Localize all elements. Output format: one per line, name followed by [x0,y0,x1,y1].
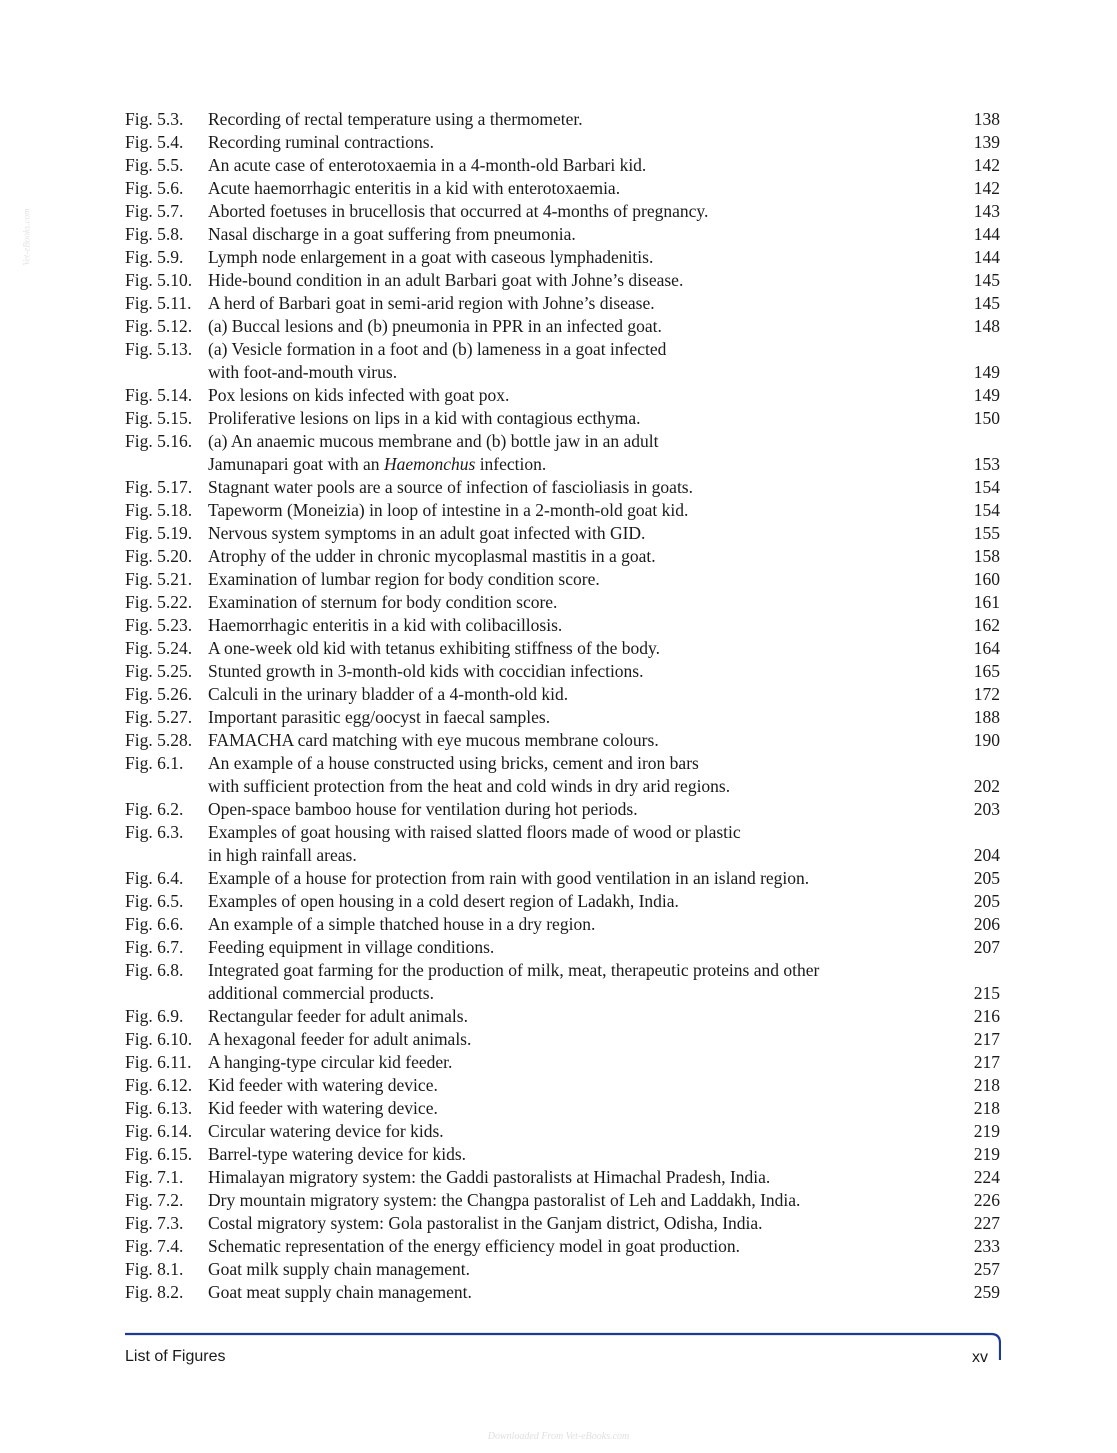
caption-line: (a) Vesicle formation in a foot and (b) lameness in a goat infected [208,339,667,359]
figure-number: Fig. 5.15. [125,408,193,428]
list-item [125,1051,1000,1074]
figure-number: Fig. 5.20. [125,546,193,566]
figure-caption [208,913,1000,936]
page-number: 217 [973,1052,1000,1072]
list-item [125,591,1000,614]
page-number: 219 [973,1121,1000,1141]
figure-number: Fig. 5.17. [125,477,193,497]
figure-caption [208,1051,1000,1074]
page-number: 257 [973,1259,1000,1279]
figure-number: Fig. 7.2. [125,1190,184,1210]
caption-line: Hide-bound condition in an adult Barbari goat with Johne’s disease. [208,270,684,290]
caption-line: Nasal discharge in a goat suffering from pneumonia. [208,224,576,244]
figure-caption [208,315,1000,338]
figure-number: Fig. 6.14. [125,1121,193,1141]
figure-caption [208,936,1000,959]
figure-number: Fig. 5.26. [125,684,193,704]
page-number: 142 [973,155,1000,175]
page-number: 139 [973,132,1000,152]
page-number: 164 [973,638,1000,658]
figure-caption [208,384,1000,407]
figure-number: Fig. 6.2. [125,799,184,819]
page-number: 172 [973,684,1000,704]
figure-caption [208,154,1000,177]
page-number: 155 [973,523,1000,543]
caption-line: Tapeworm (Moneizia) in loop of intestine in a 2-month-old goat kid. [208,500,689,520]
figure-caption [208,499,1000,522]
bottom-watermark: Downloaded From Vet-eBooks.com [487,1431,630,1442]
figure-caption [208,177,1000,200]
figure-caption [208,959,1000,1005]
page-number: 233 [973,1236,1000,1256]
figure-number: Fig. 5.21. [125,569,193,589]
caption-line: Costal migratory system: Gola pastoralist in the Ganjam district, Odisha, India. [208,1213,763,1233]
page-number: 206 [973,914,1000,934]
footer-rule [125,1332,1001,1362]
figure-caption [208,1097,1000,1120]
caption-line: FAMACHA card matching with eye mucous membrane colours. [208,730,659,750]
list-item [125,568,1000,591]
figure-caption [208,752,1000,798]
figure-number: Fig. 8.1. [125,1259,184,1279]
list-item [125,614,1000,637]
figure-caption [208,614,1000,637]
figure-caption [208,591,1000,614]
list-item [125,1281,1000,1304]
page-number: 205 [973,891,1000,911]
figure-number: Fig. 6.10. [125,1029,193,1049]
figure-number: Fig. 6.3. [125,822,184,842]
list-item [125,706,1000,729]
figure-caption [208,568,1000,591]
page-number: 188 [973,707,1000,727]
caption-line: A hanging-type circular kid feeder. [208,1052,453,1072]
page-number: 218 [973,1098,1000,1118]
caption-line: An acute case of enterotoxaemia in a 4-month-old Barbari kid. [208,155,647,175]
page-number: 145 [973,270,1000,290]
page-number: 216 [973,1006,1000,1026]
caption-line: Rectangular feeder for adult animals. [208,1006,468,1026]
list-item [125,821,1000,867]
caption-line: (a) Buccal lesions and (b) pneumonia in PPR in an infected goat. [208,316,662,336]
figure-number: Fig. 7.1. [125,1167,184,1187]
figure-caption [208,338,1000,384]
page-number: 153 [973,454,1000,474]
list-item [125,1097,1000,1120]
page-number: 149 [973,385,1000,405]
figure-number: Fig. 7.3. [125,1213,184,1233]
figure-caption [208,660,1000,683]
caption-line: Open-space bamboo house for ventilation during hot periods. [208,799,638,819]
list-item [125,660,1000,683]
page-number: 162 [973,615,1000,635]
list-item [125,1166,1000,1189]
figure-caption [208,637,1000,660]
caption-line: Calculi in the urinary bladder of a 4-month-old kid. [208,684,569,704]
figure-number: Fig. 5.8. [125,224,184,244]
list-item [125,1074,1000,1097]
page-number: 218 [973,1075,1000,1095]
page-number: 138 [973,109,1000,129]
page-number: 259 [973,1282,1000,1302]
page-number: 227 [973,1213,1000,1233]
caption-line: An example of a house constructed using bricks, cement and iron bars [208,753,699,773]
page-number: 226 [973,1190,1000,1210]
caption-line: Aborted foetuses in brucellosis that occurred at 4-months of pregnancy. [208,201,709,221]
figure-caption [208,1143,1000,1166]
caption-line: Recording ruminal contractions. [208,132,434,152]
list-item [125,269,1000,292]
figure-caption [208,1281,1000,1304]
page-number: 161 [973,592,1000,612]
list-item [125,1212,1000,1235]
figure-caption [208,200,1000,223]
figure-caption [208,246,1000,269]
page-number: 150 [973,408,1000,428]
caption-line: Haemorrhagic enteritis in a kid with colibacillosis. [208,615,563,635]
caption-line: An example of a simple thatched house in a dry region. [208,914,596,934]
figure-caption [208,292,1000,315]
list-item [125,729,1000,752]
figure-number: Fig. 5.22. [125,592,193,612]
footer-page-number: xv [972,1349,988,1366]
list-item [125,1005,1000,1028]
list-item [125,200,1000,223]
caption-line: Examination of sternum for body condition score. [208,592,558,612]
figure-caption [208,798,1000,821]
list-item [125,637,1000,660]
figure-number: Fig. 7.4. [125,1236,184,1256]
caption-line: Goat milk supply chain management. [208,1259,470,1279]
figure-caption [208,1074,1000,1097]
caption-line: Goat meat supply chain management. [208,1282,472,1302]
figure-number: Fig. 6.15. [125,1144,193,1164]
side-watermark: Vet-eBooks.com [21,208,32,266]
figure-number: Fig. 6.6. [125,914,184,934]
figure-number: Fig. 5.24. [125,638,193,658]
caption-line: Barrel-type watering device for kids. [208,1144,467,1164]
list-item [125,223,1000,246]
list-item [125,867,1000,890]
list-item [125,177,1000,200]
list-item [125,959,1000,1005]
figure-number: Fig. 6.5. [125,891,184,911]
figure-caption [208,1258,1000,1281]
list-item [125,913,1000,936]
caption-line: Feeding equipment in village conditions. [208,937,495,957]
list-item [125,752,1000,798]
figure-number: Fig. 6.4. [125,868,184,888]
page-number: 217 [973,1029,1000,1049]
list-of-figures [125,108,1000,1304]
figure-caption [208,706,1000,729]
page-number: 219 [973,1144,1000,1164]
figure-caption [208,1212,1000,1235]
caption-line: Kid feeder with watering device. [208,1098,438,1118]
list-item [125,1028,1000,1051]
figure-number: Fig. 5.6. [125,178,184,198]
italic-term: Haemonchus [383,454,476,474]
figure-number: Fig. 5.9. [125,247,184,267]
list-item [125,936,1000,959]
list-item [125,131,1000,154]
list-item [125,384,1000,407]
caption-line: Atrophy of the udder in chronic mycoplasmal mastitis in a goat. [208,546,656,566]
figure-caption [208,223,1000,246]
caption-line: Circular watering device for kids. [208,1121,444,1141]
caption-line: Stagnant water pools are a source of infection of fascioliasis in goats. [208,477,693,497]
figure-number: Fig. 5.13. [125,339,193,359]
list-item [125,246,1000,269]
page-number: 144 [973,247,1000,267]
figure-number: Fig. 5.10. [125,270,193,290]
figure-caption [208,1120,1000,1143]
figure-number: Fig. 5.19. [125,523,193,543]
list-item [125,499,1000,522]
page-number: 142 [973,178,1000,198]
caption-line: Stunted growth in 3-month-old kids with coccidian infections. [208,661,644,681]
caption-line: Examples of open housing in a cold desert region of Ladakh, India. [208,891,679,911]
figure-caption [208,545,1000,568]
list-item [125,545,1000,568]
caption-line: Schematic representation of the energy efficiency model in goat production. [208,1236,740,1256]
list-item [125,476,1000,499]
page-number: 144 [973,224,1000,244]
figure-caption [208,476,1000,499]
figure-number: Fig. 5.23. [125,615,193,635]
page-number: 190 [973,730,1000,750]
figure-caption [208,1235,1000,1258]
figure-number: Fig. 6.7. [125,937,184,957]
page-number: 215 [973,983,1000,1003]
list-item [125,683,1000,706]
caption-line: (a) An anaemic mucous membrane and (b) bottle jaw in an adult [208,431,659,451]
caption-line: Lymph node enlargement in a goat with caseous lymphadenitis. [208,247,654,267]
figure-caption [208,430,1000,476]
page-number: 202 [973,776,1000,796]
caption-line: Himalayan migratory system: the Gaddi pastoralists at Himachal Pradesh, India. [208,1167,771,1187]
caption-line: Important parasitic egg/oocyst in faecal samples. [208,707,551,727]
figure-number: Fig. 5.5. [125,155,184,175]
figure-caption [208,821,1000,867]
page-number: 148 [973,316,1000,336]
figure-number: Fig. 6.13. [125,1098,193,1118]
list-item [125,430,1000,476]
page-number: 207 [973,937,1000,957]
page-number: 224 [973,1167,1000,1187]
figure-caption [208,269,1000,292]
figure-caption [208,683,1000,706]
list-item [125,890,1000,913]
page-number: 160 [973,569,1000,589]
figure-number: Fig. 5.12. [125,316,193,336]
caption-line: in high rainfall areas. [208,845,357,865]
list-item [125,1235,1000,1258]
page-number: 154 [973,500,1000,520]
figure-caption [208,729,1000,752]
footer-section-title: List of Figures [125,1348,226,1365]
figure-caption [208,1028,1000,1051]
page-number: 158 [973,546,1000,566]
page-number: 205 [973,868,1000,888]
caption-line: Kid feeder with watering device. [208,1075,438,1095]
figure-caption [208,867,1000,890]
caption-line: A one-week old kid with tetanus exhibiting stiffness of the body. [208,638,661,658]
page-number: 204 [973,845,1000,865]
list-item [125,1120,1000,1143]
figure-caption [208,1166,1000,1189]
caption-line: with sufficient protection from the heat and cold winds in dry arid regions. [208,776,731,796]
caption-line: Dry mountain migratory system: the Changpa pastoralist of Leh and Laddakh, India. [208,1190,801,1210]
figure-caption [208,108,1000,131]
figure-number: Fig. 8.2. [125,1282,184,1302]
list-item [125,338,1000,384]
list-item [125,1189,1000,1212]
caption-line: A hexagonal feeder for adult animals. [208,1029,472,1049]
caption-line: Integrated goat farming for the production of milk, meat, therapeutic proteins and other [208,960,820,980]
list-item [125,292,1000,315]
caption-line: A herd of Barbari goat in semi-arid region with Johne’s disease. [208,293,655,313]
page-number: 154 [973,477,1000,497]
list-item [125,798,1000,821]
caption-line: with foot-and-mouth virus. [208,362,398,382]
list-item [125,1258,1000,1281]
figure-number: Fig. 5.28. [125,730,193,750]
figure-number: Fig. 6.12. [125,1075,193,1095]
page-number: 165 [973,661,1000,681]
figure-number: Fig. 6.8. [125,960,184,980]
caption-line: Acute haemorrhagic enteritis in a kid with enterotoxaemia. [208,178,621,198]
list-item [125,407,1000,430]
figure-caption [208,131,1000,154]
page-number: 143 [973,201,1000,221]
figure-number: Fig. 5.4. [125,132,184,152]
figure-caption [208,890,1000,913]
caption-line: Examples of goat housing with raised slatted floors made of wood or plastic [208,822,741,842]
figure-number: Fig. 5.27. [125,707,193,727]
figure-number: Fig. 5.14. [125,385,193,405]
caption-line: Jamunapari goat with an Haemonchus infection. [208,454,547,474]
caption-line: additional commercial products. [208,983,434,1003]
caption-line: Examination of lumbar region for body condition score. [208,569,600,589]
figure-number: Fig. 5.7. [125,201,184,221]
caption-line: Recording of rectal temperature using a thermometer. [208,109,583,129]
figure-number: Fig. 6.11. [125,1052,192,1072]
figure-number: Fig. 5.18. [125,500,193,520]
figure-number: Fig. 6.1. [125,753,184,773]
figure-caption [208,1189,1000,1212]
figure-caption [208,1005,1000,1028]
page-number: 203 [973,799,1000,819]
list-item [125,315,1000,338]
caption-line: Nervous system symptoms in an adult goat infected with GID. [208,523,646,543]
figure-number: Fig. 5.16. [125,431,193,451]
caption-line: Pox lesions on kids infected with goat pox. [208,385,510,405]
caption-line: Example of a house for protection from rain with good ventilation in an island region. [208,868,810,888]
page-number: 145 [973,293,1000,313]
list-item [125,1143,1000,1166]
list-item [125,522,1000,545]
list-item [125,154,1000,177]
figure-number: Fig. 6.9. [125,1006,184,1026]
figure-number: Fig. 5.11. [125,293,192,313]
figure-caption [208,522,1000,545]
caption-line: Proliferative lesions on lips in a kid with contagious ecthyma. [208,408,641,428]
list-item [125,108,1000,131]
figure-caption [208,407,1000,430]
figure-number: Fig. 5.3. [125,109,184,129]
page-number: 149 [973,362,1000,382]
figure-number: Fig. 5.25. [125,661,193,681]
